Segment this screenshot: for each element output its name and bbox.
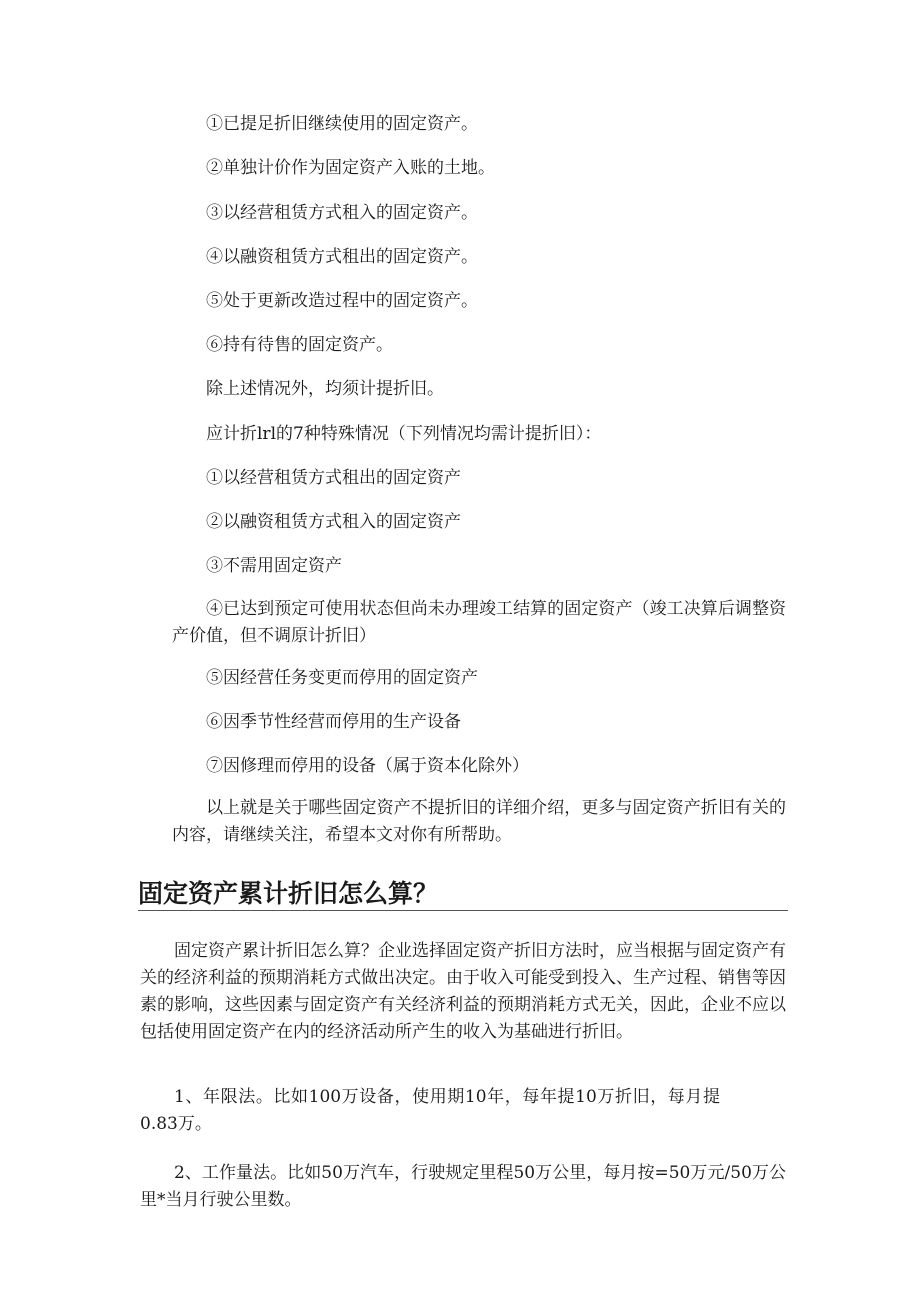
- closing-paragraph: 以上就是关于哪些固定资产不提折旧的详细介绍，更多与固定资产折旧有关的内容，请继续关注，希望本文对你有所帮助。: [172, 798, 786, 845]
- list-item: ③以经营租赁方式租入的固定资产。: [206, 203, 478, 223]
- list-item: ④以融资租赁方式租出的固定资产。: [206, 247, 478, 267]
- list-item: ②单独计价作为固定资产入账的土地。: [206, 158, 495, 178]
- list-item: ②以融资租赁方式租入的固定资产: [206, 512, 461, 532]
- list-item: ⑥因季节性经营而停用的生产设备: [206, 712, 461, 732]
- list-item: ⑤因经营任务变更而停用的固定资产: [206, 668, 478, 688]
- section-title: 固定资产累计折旧怎么算？: [138, 878, 788, 911]
- method-item: 2、工作量法。比如50万汽车，行驶规定里程50万公里，每月按=50万元/50万公里*当月行驶公里数。: [140, 1163, 786, 1210]
- list-item: ③不需用固定资产: [206, 556, 342, 576]
- list-item: ⑤处于更新改造过程中的固定资产。: [206, 291, 478, 311]
- list-item: ①已提足折旧继续使用的固定资产。: [206, 114, 478, 134]
- list-item: ⑥持有待售的固定资产。: [206, 335, 393, 355]
- special-intro: 应计折lrl的7种特殊情况（下列情况均需计提折旧）：: [206, 424, 602, 444]
- method-item: 1、年限法。比如100万设备，使用期10年，每年提10万折旧，每月提0.83万。: [140, 1087, 720, 1134]
- note-except: 除上述情况外，均须计提折旧。: [206, 379, 444, 399]
- list-item: ⑦因修理而停用的设备（属于资本化除外）: [206, 756, 529, 776]
- list-item: ①以经营租赁方式租出的固定资产: [206, 468, 461, 488]
- list-item: ④已达到预定可使用状态但尚未办理竣工结算的固定资产（竣工决算后调整资产价值，但不调原计折旧）: [172, 599, 786, 646]
- section-intro-paragraph: 固定资产累计折旧怎么算？企业选择固定资产折旧方法时，应当根据与固定资产有关的经济利益的预期消耗方式做出决定。由于收入可能受到投入、生产过程、销售等因素的影响，这些因素与固定资产有关经济利益的预期消耗方式无关，因此，企业不应以包括使用固定资产在内的经济活动所产生的收入为基础进行折旧。: [140, 941, 786, 1042]
